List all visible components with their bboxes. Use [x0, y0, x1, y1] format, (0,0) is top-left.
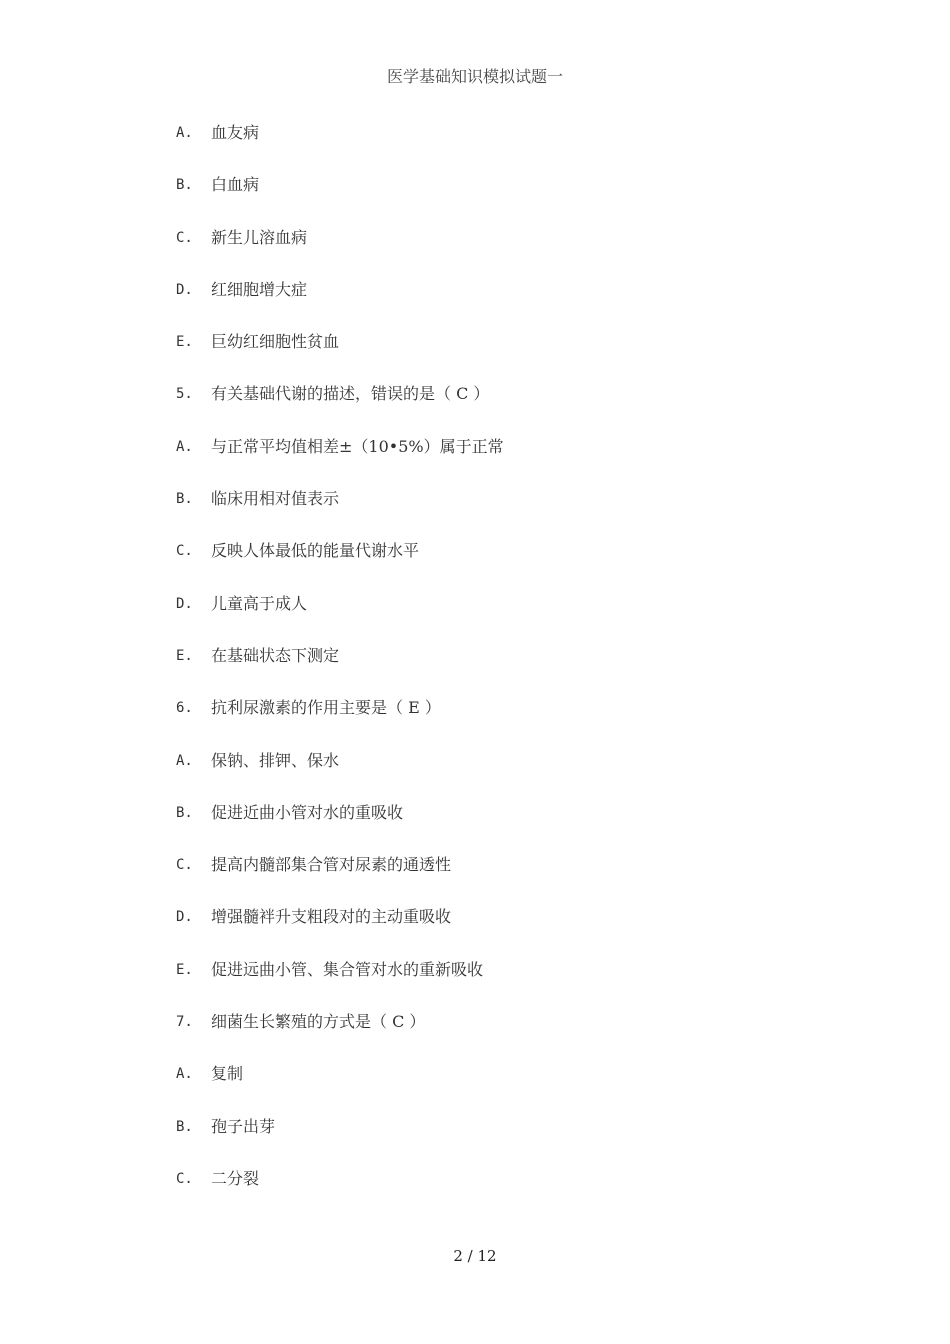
question-number: 5.: [176, 386, 193, 403]
question-text: 有关基础代谢的描述，错误的是（ C ）: [211, 384, 490, 404]
option-label: D.: [176, 595, 193, 612]
option-item: [176, 959, 876, 1011]
question-number: 7.: [176, 1014, 193, 1031]
option-label: C.: [176, 229, 193, 246]
question-list: [176, 122, 876, 1220]
option-label: A.: [176, 125, 193, 141]
option-item: [176, 488, 876, 540]
option-text: 临床用相对值表示: [211, 489, 340, 509]
option-text: 儿童高于成人: [211, 593, 308, 613]
option-item: [176, 854, 876, 906]
option-label: A.: [176, 752, 193, 769]
option-label: D.: [176, 281, 193, 298]
option-text: 促进远曲小管、集合管对水的重新吸收: [211, 959, 484, 979]
option-label: A.: [176, 1066, 193, 1083]
option-item: [176, 540, 876, 592]
option-text: 提高内髓部集合管对尿素的通透性: [211, 855, 452, 875]
option-item: [176, 1063, 876, 1115]
option-item: [176, 1116, 876, 1168]
question-number: 6.: [176, 700, 193, 717]
option-item: [176, 750, 876, 802]
option-item: [176, 436, 876, 488]
option-label: C.: [176, 1170, 193, 1187]
option-label: B.: [176, 1118, 193, 1135]
option-text: 二分裂: [211, 1168, 260, 1188]
page-title: 医学基础知识模拟试题一: [386, 67, 563, 86]
option-item: [176, 279, 876, 331]
option-text: 复制: [211, 1064, 244, 1084]
option-label: D.: [176, 909, 193, 926]
option-text: 新生儿溶血病: [211, 227, 308, 247]
option-label: E.: [176, 961, 193, 978]
option-text: 与正常平均值相差±（10•5%）属于正常: [211, 436, 504, 456]
option-item: [176, 174, 876, 226]
option-item: [176, 645, 876, 697]
option-text: 在基础状态下测定: [211, 645, 340, 665]
option-item: [176, 227, 876, 279]
question-text: 抗利尿激素的作用主要是（ E ）: [211, 698, 441, 718]
option-text: 巨幼红细胞性贫血: [211, 332, 340, 352]
option-item: [176, 906, 876, 958]
page-number: 2 / 12: [453, 1247, 497, 1265]
option-item: [176, 1168, 876, 1220]
option-label: B.: [176, 804, 193, 821]
question-item: [176, 383, 876, 435]
option-text: 增强髓袢升支粗段对的主动重吸收: [211, 907, 452, 927]
option-label: B.: [176, 491, 193, 508]
option-label: A.: [176, 438, 193, 455]
option-text: 血友病: [211, 123, 260, 142]
option-label: E.: [176, 647, 193, 664]
option-label: C.: [176, 543, 193, 560]
option-item: [176, 802, 876, 854]
option-text: 孢子出芽: [211, 1116, 276, 1136]
question-item: [176, 697, 876, 749]
option-text: 促进近曲小管对水的重吸收: [211, 802, 404, 822]
option-text: 红细胞增大症: [211, 279, 308, 299]
option-text: 反映人体最低的能量代谢水平: [211, 541, 420, 561]
option-item: [176, 331, 876, 383]
option-label: C.: [176, 857, 193, 874]
option-item: [176, 122, 876, 174]
option-label: B.: [176, 177, 193, 194]
option-text: 保钠、排钾、保水: [211, 750, 340, 770]
option-text: 白血病: [211, 175, 260, 195]
question-item: [176, 1011, 876, 1063]
question-text: 细菌生长繁殖的方式是（ C ）: [211, 1012, 426, 1032]
option-label: E.: [176, 334, 193, 351]
option-item: [176, 593, 876, 645]
